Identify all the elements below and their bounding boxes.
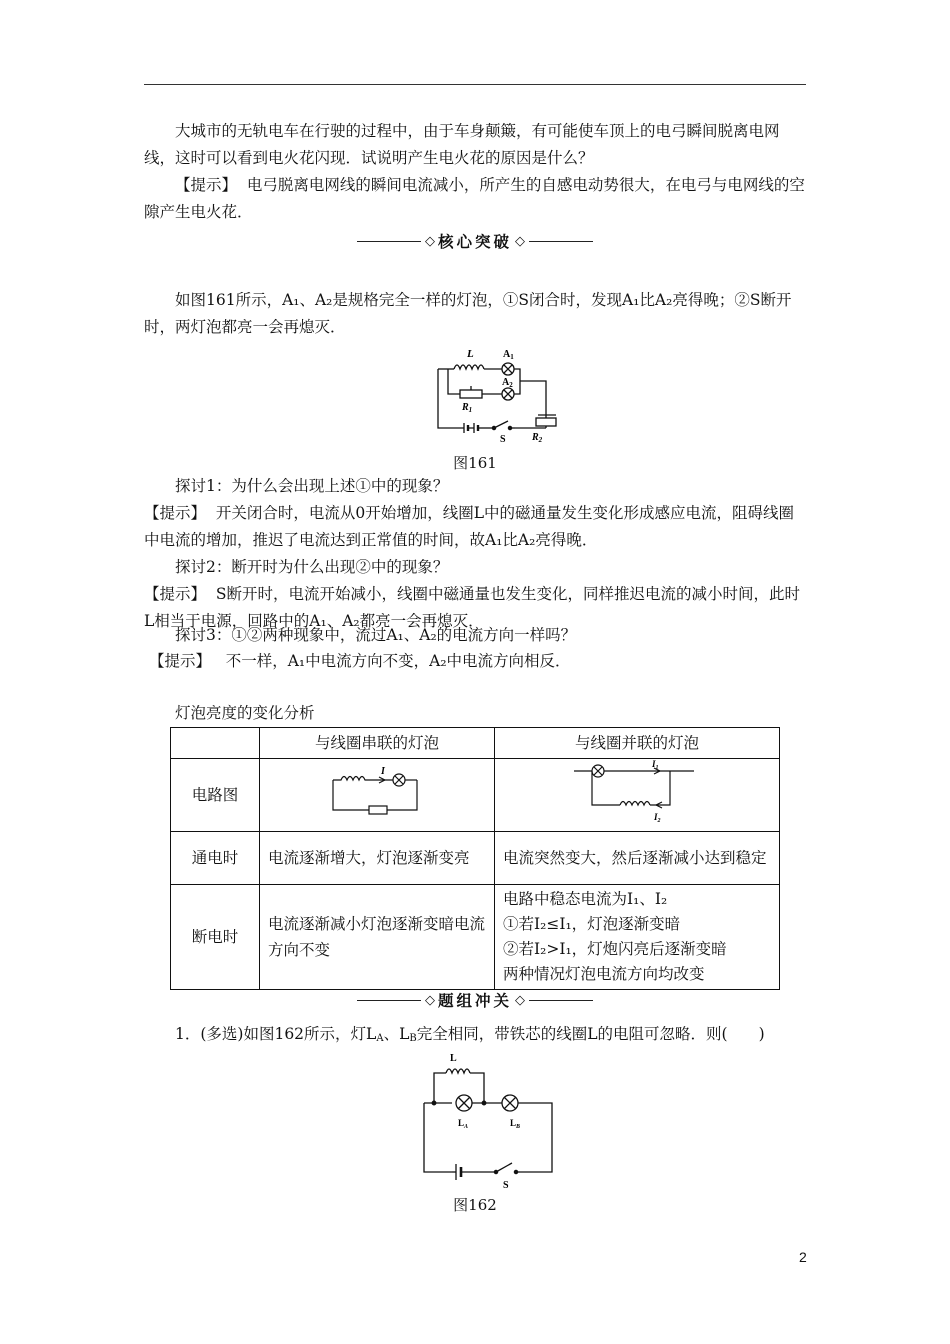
fig161-label-A2: $A_2$ xyxy=(502,377,513,389)
fig161-label-R2: $R_2$ xyxy=(532,432,543,444)
series-on-cell: 电流逐渐增大，灯泡逐渐变亮 xyxy=(260,832,495,885)
discussion-3-question: 探讨3：①②两种现象中，流过A₁、A₂的电流方向一样吗？ xyxy=(175,626,577,644)
table-header-parallel: 与线圈并联的灯泡 xyxy=(495,728,780,759)
series-circuit-cell xyxy=(260,759,495,832)
intro-question: 大城市的无轨电车在行驶的过程中，由于车身颠簸，有可能使车顶上的电弓瞬间脱离电网线，这时可以看到电火花闪现．试说明产生电火花的原因是什么？ xyxy=(144,122,780,167)
section-practice-bar: ◇ 题组冲关 ◇ xyxy=(144,988,806,1012)
discussion-2-answer: 【提示】 S断开时，电流开始减小，线圈中磁通量也发生变化，同样推迟电流的减小时间，此时L相当于电源，回路中的A₁、A₂都亮一会再熄灭． xyxy=(144,585,800,630)
figure-161-circuit xyxy=(420,344,560,446)
fig162-label-LB: $L_B$ xyxy=(510,1118,521,1130)
fig161-label-L: L xyxy=(467,348,474,360)
table-header-empty xyxy=(171,728,260,759)
table-caption: 灯泡亮度的变化分析 xyxy=(175,704,315,722)
discussion-1-question: 探讨1：为什么会出现上述①中的现象？ xyxy=(175,477,449,495)
table-header-series: 与线圈串联的灯泡 xyxy=(260,728,495,759)
series-off-cell: 电流逐渐减小灯泡逐渐变暗电流方向不变 xyxy=(260,885,495,990)
series-circuit-diagram xyxy=(327,762,427,820)
core-intro: 如图161所示，A₁、A₂是规格完全一样的灯泡，①S闭合时，发现A₁比A₂亮得晚；②S断开时，两灯泡都亮一会再熄灭． xyxy=(144,291,792,336)
row-label-circuit: 电路图 xyxy=(171,759,260,832)
discussion-3-answer: 【提示】 不一样，A₁中电流方向不变，A₂中电流方向相反． xyxy=(148,652,571,670)
parallel-circuit-cell xyxy=(495,759,780,832)
hint-text: 电弓脱离电网线的瞬间电流减小，所产生的自感电动势很大，在电弓与电网线的空隙产生电火花． xyxy=(144,176,805,221)
page-number: 2 xyxy=(799,1249,807,1265)
figure-161-caption: 图161 xyxy=(453,454,497,472)
parallel-on-cell: 电流突然变大，然后逐渐减小达到稳定 xyxy=(495,832,780,885)
problem-1-text: 1．(多选)如图162所示，灯$L_A$、$L_B$完全相同，带铁芯的线圈L的电阻可忽略．则( ) xyxy=(175,1025,765,1044)
header-rule xyxy=(144,84,806,85)
hint-label: 【提示】 xyxy=(175,176,238,194)
fig162-label-S: S xyxy=(503,1180,509,1190)
parallel-off-cell: 电路中稳态电流为I₁、I₂ ①若I₂≤I₁，灯泡逐渐变暗 ②若I₂>I₁，灯炮闪亮后逐渐变暗 两种情况灯泡电流方向均改变 xyxy=(495,885,780,990)
brightness-comparison-table xyxy=(170,727,780,990)
row-label-off: 断电时 xyxy=(171,885,260,990)
svg-text:I: I xyxy=(381,766,385,777)
fig161-label-A1: $A_1$ xyxy=(503,349,514,361)
section-title: 核心突破 xyxy=(437,233,512,251)
figure-162-circuit xyxy=(412,1050,562,1190)
svg-text:I1: $I_1$ xyxy=(652,759,659,771)
section-title-2: 题组冲关 xyxy=(437,992,512,1010)
discussion-1-answer: 【提示】 开关闭合时，电流从0开始增加，线圈L中的磁通量发生变化形成感应电流，阻碍线圈中电流的增加，推迟了电流达到正常值的时间，故A₁比A₂亮得晚． xyxy=(144,504,795,549)
row-label-on: 通电时 xyxy=(171,832,260,885)
discussion-2-question: 探讨2：断开时为什么出现②中的现象？ xyxy=(175,558,449,576)
svg-text:I2: $I_2$ xyxy=(654,812,661,823)
fig162-label-LA: $L_A$ xyxy=(458,1118,469,1130)
figure-162-caption: 图162 xyxy=(453,1196,497,1214)
intro-hint xyxy=(144,172,808,226)
fig162-label-L: L xyxy=(450,1053,457,1064)
parallel-circuit-diagram xyxy=(572,759,702,823)
fig161-label-R1: $R_1$ xyxy=(462,402,473,414)
section-core-bar: ◇ 核心突破 ◇ xyxy=(144,229,806,253)
fig161-label-S: S xyxy=(500,434,506,445)
